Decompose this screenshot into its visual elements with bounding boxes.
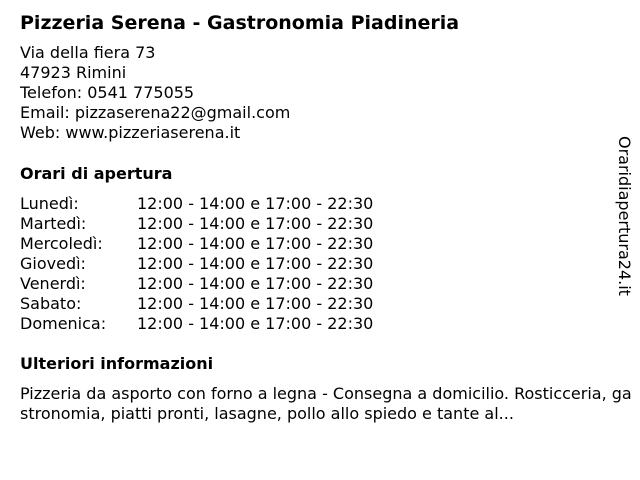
day-label: Martedì: — [20, 214, 87, 233]
business-name: Pizzeria Serena - Gastronomia Piadineria — [20, 12, 460, 34]
hours-row-friday — [20, 274, 373, 294]
hours-row-saturday — [20, 294, 373, 314]
email: Email: pizzaserena22@gmail.com — [20, 103, 291, 122]
day-label: Giovedì: — [20, 254, 86, 273]
time-range: 12:00 - 14:00 e 17:00 - 22:30 — [137, 294, 374, 313]
site-watermark: Oraridiapertura24.it — [615, 136, 634, 296]
hours-row-monday — [20, 194, 373, 214]
day-label: Venerdì: — [20, 274, 86, 293]
time-range: 12:00 - 14:00 e 17:00 - 22:30 — [137, 314, 374, 333]
opening-hours-table — [20, 194, 373, 334]
city: 47923 Rimini — [20, 63, 127, 82]
time-range: 12:00 - 14:00 e 17:00 - 22:30 — [137, 194, 374, 213]
time-range: 12:00 - 14:00 e 17:00 - 22:30 — [137, 214, 374, 233]
phone: Telefon: 0541 775055 — [20, 83, 195, 102]
hours-row-sunday — [20, 314, 373, 334]
day-label: Lunedì: — [20, 194, 79, 213]
time-range: 12:00 - 14:00 e 17:00 - 22:30 — [137, 274, 374, 293]
hours-row-thursday — [20, 254, 373, 274]
website: Web: www.pizzeriaserena.it — [20, 123, 241, 142]
hours-row-tuesday — [20, 214, 373, 234]
day-label: Mercoledì: — [20, 234, 103, 253]
further-info-text: Pizzeria da asporto con forno a legna - Consegna a domicilio. Rosticceria, gastronomia, piatti pronti, lasagne, pollo allo spiedo e tante al... — [20, 384, 632, 423]
opening-hours-heading: Orari di apertura — [20, 164, 173, 183]
further-info-heading: Ulteriori informazioni — [20, 354, 214, 373]
time-range: 12:00 - 14:00 e 17:00 - 22:30 — [137, 234, 374, 253]
address-block — [20, 43, 290, 143]
time-range: 12:00 - 14:00 e 17:00 - 22:30 — [137, 254, 374, 273]
street-address: Via della fiera 73 — [20, 43, 156, 62]
day-label: Sabato: — [20, 294, 82, 313]
hours-row-wednesday — [20, 234, 373, 254]
day-label: Domenica: — [20, 314, 107, 333]
